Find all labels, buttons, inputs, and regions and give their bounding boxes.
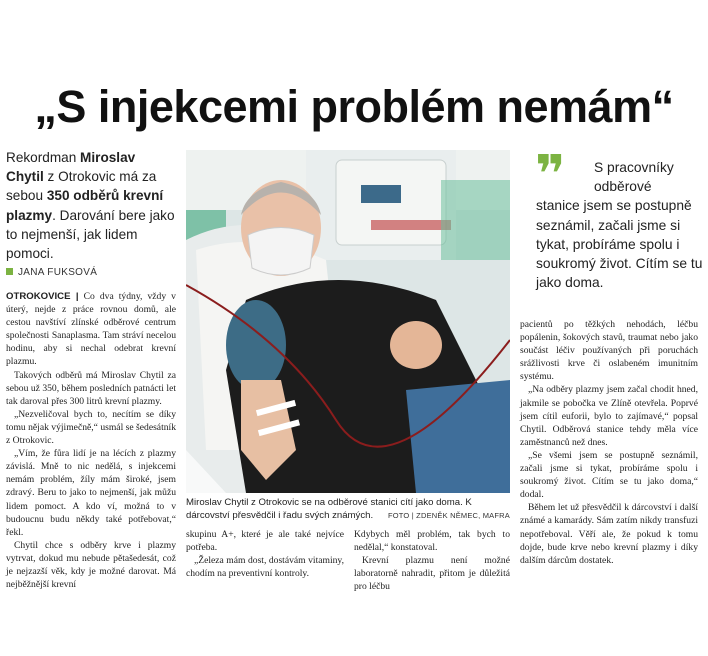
paragraph-text: Co dva týdny, vždy v úterý, nejde z práce rovnou domů, ale cestou navštíví zlínské odběrové centrum společnosti Sanaplasma. Tam stráví necelou hodinu, aby si nechal odebrat krevní plazmu.	[6, 291, 176, 368]
article-column-2	[186, 528, 344, 580]
paragraph: Takových odběrů má Miroslav Chytil za sebou už 350, během posledních patnácti let tak daroval přes 300 litrů krevní plazmy.	[6, 369, 176, 407]
article-photo	[186, 150, 510, 493]
pull-quote-line: odběrové	[594, 179, 652, 195]
byline-square-icon	[6, 268, 13, 275]
lead-text: . Darování bere jako to nejmenší, jak lidem pomoci.	[6, 207, 175, 262]
paragraph: „Železa mám dost, dostávám vitaminy, chodím na preventivní kontroly.	[186, 555, 344, 580]
lead-count: 350 odběrů krevní plazmy	[6, 188, 164, 223]
paragraph: „Nezveličoval bych to, necítím se díky tomu nějak výjimečně,“ usmál se šedesátník z Otrokovic.	[6, 408, 176, 447]
lead-text: z Otrokovic má za sebou	[6, 169, 157, 204]
paragraph: Krevní plazmu není možné laboratorně nahradit, přitom je důležitá pro léčbu	[354, 555, 510, 593]
lead-name: Miroslav Chytil	[6, 150, 136, 185]
pull-quote	[536, 158, 704, 292]
caption-text: Miroslav Chytil z Otrokovic se na odběrové stanici cítí jako doma. K dárcovství přesvědčil i řadu svých známých.	[186, 497, 472, 521]
photo-credit: FOTO | ZDENĚK NĚMEC, MAFRA	[387, 510, 510, 520]
pull-quote-text: stanice jsem se postupně seznámil, začali jsme si tykat, probíráme spolu i soukromý život. Cítím se tu jako doma.	[536, 198, 703, 291]
article-column-1	[6, 290, 176, 591]
photo-illustration	[186, 150, 510, 493]
lead-text: Rekordman	[6, 150, 81, 165]
article-column-4	[520, 318, 698, 567]
photo-caption	[186, 497, 510, 523]
paragraph: „Vím, že fůra lidí je na lécích z plazmy závislá. Mně to nic nedělá, s injekcemi nemám problém, žíly mám široké, jsem zdravý. Beru to jako to nejmenší, jak můžu lidem pomoct. A kdo ví, možná to v budoucnu budu někdy také potřebovat,“ řekl.	[6, 448, 176, 538]
pull-quote-line: S pracovníky	[594, 160, 674, 175]
paragraph: „Na odběry plazmy jsem začal chodit hned, jakmile se pobočka ve Zlíně otevřela. Poprvé jsem cítil euforii, bylo to zajímavé,“ popsal Chytil. Odběrová stanice tehdy měla více zaměstnanců než dnes.	[520, 384, 698, 448]
lead-paragraph	[6, 148, 176, 263]
paragraph: Chytil chce s odběry krve i plazmy vytrvat, dokud mu nebude pětašedesát, což je nejzazší věk, kdy je možné darovat. Má nejběžnější krevní	[6, 539, 176, 591]
paragraph: skupinu A+, které je ale také nejvíce potřeba.	[186, 529, 344, 554]
paragraph: Během let už přesvědčil k dárcovství i další známé a kamarády. Sám zatím nikdy transfuzi nepotřeboval. Věří ale, že pokud k tomu dojde, bude krve nebo krevní plazmy i díky dalším dárcům dostatek.	[520, 502, 698, 566]
headline: „S injekcemi problém nemám“	[34, 81, 674, 132]
author-name: JANA FUKSOVÁ	[18, 267, 98, 278]
dateline: OTROKOVICE |	[6, 291, 79, 302]
article-column-3	[354, 528, 510, 593]
paragraph	[6, 290, 176, 369]
paragraph: pacientů po těžkých nehodách, léčbu popálenin, šokových stavů, traumat nebo jako součást léčiv používaných při poruchách srážlivosti krve či oslabeném imunitním systému.	[520, 319, 698, 383]
author-byline	[6, 267, 97, 278]
paragraph: „Se všemi jsem se postupně seznámil, začali jsme si tykat, probíráme spolu i soukromý život. Cítím se tu jako doma,“ dodal.	[520, 449, 698, 501]
quote-mark-icon: ❞	[535, 145, 562, 205]
paragraph: Kdybych měl problém, tak bych to nedělal,“ konstatoval.	[354, 529, 510, 554]
